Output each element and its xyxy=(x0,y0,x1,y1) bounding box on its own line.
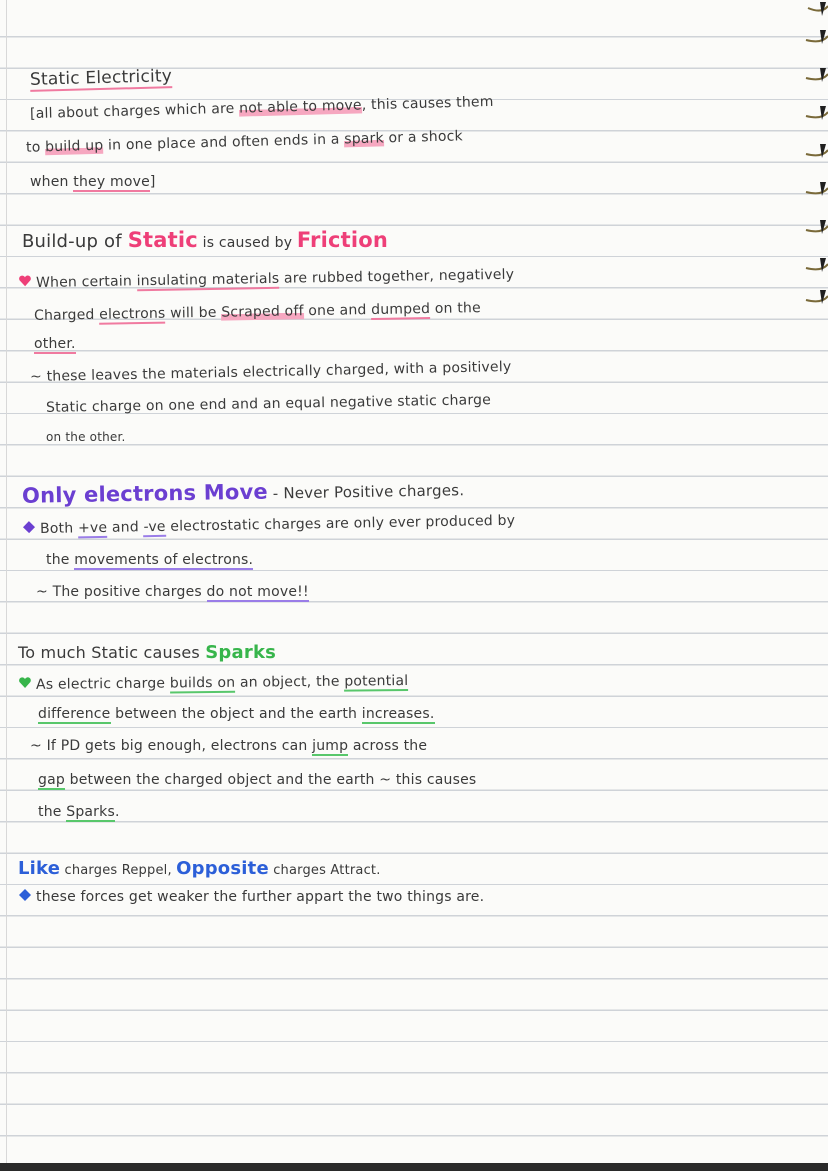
section1-heading-c: is caused by xyxy=(197,235,297,251)
page-bottom-edge xyxy=(0,1163,828,1171)
section1-sub-3 xyxy=(46,430,126,444)
section1-b2c: will be xyxy=(165,304,222,322)
intro-highlight-build-up: build up xyxy=(44,137,104,156)
intro-line-2a: to xyxy=(25,139,46,156)
section3-heading-sparks: Sparks xyxy=(205,642,277,663)
section1-s2: Static charge on one end and an equal negative static charge xyxy=(45,392,492,416)
section1-underline-insulating: insulating materials xyxy=(136,270,280,290)
section4-heading-b: charges Reppel, xyxy=(60,863,177,878)
section3-underline-difference: difference xyxy=(38,706,111,722)
intro-title-text: Static Electricity xyxy=(29,66,173,90)
blue-diamond-bullet-icon xyxy=(18,888,32,902)
intro-highlight-not-able: not able to move xyxy=(238,97,362,117)
section1-s3: on the other. xyxy=(46,430,126,444)
section3-bullet-2 xyxy=(38,706,435,722)
section1-heading-friction: Friction xyxy=(296,228,389,252)
intro-line-1c: , this causes xyxy=(361,94,457,114)
section3-bullet-1 xyxy=(18,672,409,693)
section2-b1a: Both xyxy=(39,520,79,537)
spiral-binding xyxy=(798,0,828,310)
heart-bullet-icon xyxy=(18,274,32,288)
intro-line-1a: [all about charges which are xyxy=(29,100,240,123)
section3-underline-increases: increases. xyxy=(361,706,435,722)
intro-line-1 xyxy=(30,94,494,122)
section1-s1: ~ these leaves the materials electrically charged, with a positively xyxy=(29,358,512,386)
section3-sub-2 xyxy=(38,772,476,788)
section3-s3c: . xyxy=(114,804,120,820)
section1-b1a: When certain xyxy=(35,273,137,292)
section3-b1c: an object, the xyxy=(235,673,345,691)
section1-sub-2 xyxy=(46,392,491,416)
section4-heading xyxy=(18,858,381,879)
section1-bullet-1 xyxy=(18,266,514,292)
section1-highlight-scraped: Scraped off xyxy=(221,303,304,321)
intro-underline-they-move: they move xyxy=(73,174,150,190)
section3-s1a: ~ If PD gets big enough, electrons can xyxy=(30,738,313,754)
section3-underline-builds-on: builds on xyxy=(169,674,236,692)
section4-b1: these forces get weaker the further appart the two things are. xyxy=(36,889,485,905)
intro-line-2e: or a shock xyxy=(383,128,464,147)
section1-heading xyxy=(22,228,388,252)
intro-highlight-spark: spark xyxy=(344,130,385,148)
section2-b1c: and xyxy=(107,519,144,536)
section1-bullet-3 xyxy=(34,336,76,352)
intro-line-2 xyxy=(26,128,463,155)
section2-underline-movements: movements of electrons. xyxy=(74,552,254,568)
section2-minus-ve: -ve xyxy=(143,518,166,536)
section1-heading-a: Build-up of xyxy=(22,231,128,252)
section1-b2g: on the xyxy=(430,300,482,317)
section4-heading-opposite: Opposite xyxy=(176,858,269,879)
section2-heading-only-electrons: Only electrons Move xyxy=(21,479,268,508)
intro-title xyxy=(30,66,173,90)
section3-b2b: between the object and the earth xyxy=(110,706,362,722)
section2-bullet-2 xyxy=(46,552,253,568)
section3-b1a: As electric charge xyxy=(35,675,170,693)
section1-underline-electrons: electrons xyxy=(99,305,166,323)
section4-heading-d: charges Attract. xyxy=(268,863,381,878)
section3-sub-3 xyxy=(38,804,120,820)
section3-heading xyxy=(18,642,276,663)
intro-line-3 xyxy=(30,174,156,190)
purple-diamond-bullet-icon xyxy=(22,520,36,534)
section4-heading-like: Like xyxy=(18,858,61,879)
section2-plus-ve: +ve xyxy=(77,519,108,537)
section3-underline-sparks: Sparks xyxy=(66,804,115,820)
section2-heading xyxy=(22,476,465,508)
section2-bullet-1 xyxy=(22,512,515,538)
section1-b1c: are rubbed together, negatively xyxy=(279,266,515,287)
section1-b2e: one and xyxy=(303,302,372,320)
section2-s1a: ~ The positive charges xyxy=(36,584,207,600)
intro-line-3c: ] xyxy=(149,174,156,190)
intro-line-3a: when xyxy=(30,174,74,190)
section3-s3a: the xyxy=(38,804,67,820)
section1-heading-static: Static xyxy=(127,228,198,252)
section3-heading-a: To much Static causes xyxy=(18,643,206,662)
green-heart-bullet-icon xyxy=(18,676,32,690)
section2-underline-do-not-move: do not move!! xyxy=(206,584,309,600)
section1-underline-dumped: dumped xyxy=(371,300,431,319)
section3-underline-jump: jump xyxy=(312,738,349,754)
section3-s2b: between the charged object and the earth ~ this causes xyxy=(64,772,477,788)
margin-line xyxy=(6,0,7,1171)
intro-line-2c: in one place and often ends in a xyxy=(103,131,345,154)
section1-bullet-2 xyxy=(34,300,481,324)
section2-b2a: the xyxy=(46,552,75,568)
section3-sub-1 xyxy=(30,738,427,754)
section3-underline-potential: potential xyxy=(344,672,409,690)
section1-sub-1 xyxy=(30,359,512,385)
section2-b1e: electrostatic charges are only ever produced by xyxy=(165,512,516,535)
section4-bullet-1 xyxy=(18,888,484,905)
section3-s1c: across the xyxy=(348,738,428,754)
section2-sub-1 xyxy=(36,584,309,600)
section2-heading-b: - Never Positive charges. xyxy=(267,481,465,503)
section3-underline-gap: gap xyxy=(38,772,65,788)
section1-b2a: Charged xyxy=(33,306,100,324)
section1-other: other. xyxy=(34,336,76,352)
intro-line-1d: them xyxy=(455,93,494,111)
